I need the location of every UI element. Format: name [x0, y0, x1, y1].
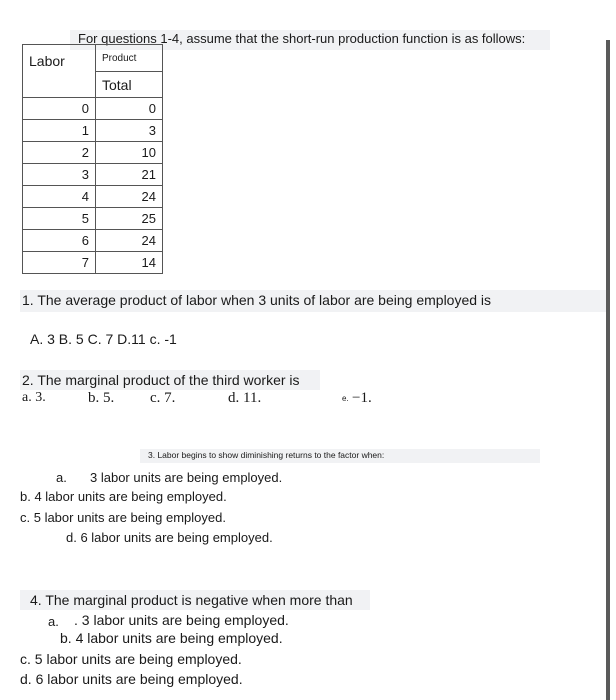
total-cell: 3 — [96, 120, 163, 142]
q4-option-b: b. 4 labor units are being employed. — [60, 630, 283, 646]
labor-cell: 6 — [23, 230, 96, 252]
total-cell: 24 — [96, 186, 163, 208]
q1-answers: A. 3 B. 5 C. 7 D.11 c. -1 — [30, 331, 177, 347]
q3-question: 3. Labor begins to show diminishing returns to the factor when: — [148, 450, 385, 460]
q3-option-c: c. 5 labor units are being employed. — [20, 510, 226, 525]
q1-question: 1. The average product of labor when 3 units of labor are being employed is — [22, 292, 492, 308]
q4-option-d: d. 6 labor units are being employed. — [20, 671, 243, 687]
q2-option-b: b. 5. — [88, 390, 115, 406]
table-row — [23, 98, 163, 120]
total-cell: 14 — [96, 252, 163, 274]
q4-option-a: . 3 labor units are being employed. — [74, 612, 289, 628]
q4-option-c: c. 5 labor units are being employed. — [20, 651, 242, 667]
q4-option-a-letter: a. — [48, 614, 59, 629]
labor-cell: 5 — [23, 208, 96, 230]
table-row — [23, 142, 163, 164]
labor-cell: 1 — [23, 120, 96, 142]
total-cell: 21 — [96, 164, 163, 186]
page-edge-shadow — [606, 40, 610, 700]
q2-option-a: a. 3. — [22, 390, 46, 405]
table-row — [23, 186, 163, 208]
q2-option-e-letter: e. — [342, 394, 349, 403]
production-table — [22, 44, 163, 274]
q4-question: 4. The marginal product is negative when more than — [30, 592, 353, 608]
labor-header: Labor — [23, 45, 96, 98]
total-cell: 10 — [96, 142, 163, 164]
product-header: Product — [96, 45, 163, 72]
q3-option-b: b. 4 labor units are being employed. — [20, 489, 227, 504]
table-row — [23, 164, 163, 186]
q3-option-a: 3 labor units are being employed. — [90, 470, 283, 485]
table-row — [23, 252, 163, 274]
total-cell: 25 — [96, 208, 163, 230]
table-header-row — [23, 45, 163, 72]
q3-option-d: d. 6 labor units are being employed. — [66, 530, 273, 545]
table-row — [23, 208, 163, 230]
table-row — [23, 120, 163, 142]
q3-option-a-letter: a. — [56, 470, 67, 485]
q2-option-d: d. 11. — [228, 390, 262, 406]
labor-cell: 4 — [23, 186, 96, 208]
total-cell: 24 — [96, 230, 163, 252]
labor-cell: 3 — [23, 164, 96, 186]
q2-question: 2. The marginal product of the third worker is — [22, 372, 300, 388]
total-cell: 0 — [96, 98, 163, 120]
intro-text: For questions 1-4, assume that the short-run production function is as follows: — [78, 31, 526, 46]
labor-cell: 2 — [23, 142, 96, 164]
total-header: Total — [96, 72, 163, 98]
q2-option-c: c. 7. — [150, 390, 176, 406]
labor-cell: 0 — [23, 98, 96, 120]
labor-cell: 7 — [23, 252, 96, 274]
q2-option-e: −1. — [352, 390, 372, 406]
table-row — [23, 230, 163, 252]
